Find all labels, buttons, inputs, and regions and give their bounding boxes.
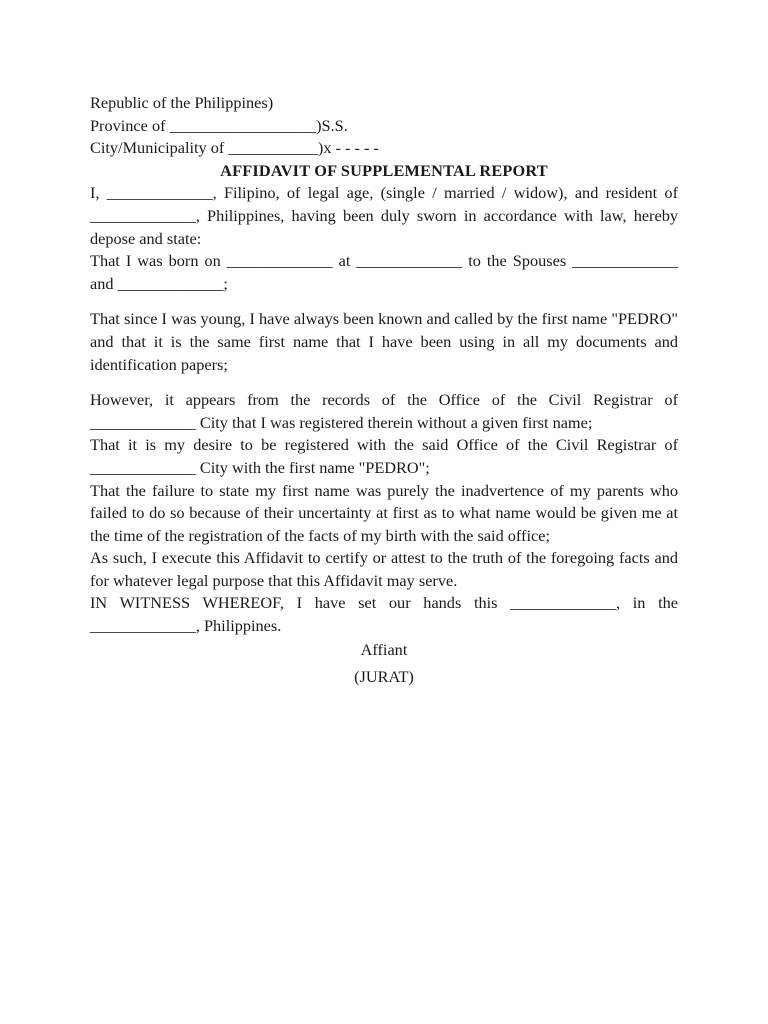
header-province: Province of __________________)S.S. — [90, 115, 348, 135]
document-title: AFFIDAVIT OF SUPPLEMENTAL REPORT — [220, 160, 548, 180]
header-republic: Republic of the Philippines) — [90, 93, 274, 112]
affiant-label: Affiant — [360, 639, 408, 659]
header-city: City/Municipality of ___________)x - - - - - — [90, 138, 379, 158]
paragraph-desire: That it is my desire to be registered with the said Office of the Civil Registrar of _____________ City with the first name "PEDRO"; — [90, 435, 678, 477]
jurat-label: (JURAT) — [354, 667, 414, 687]
paragraph-witness: IN WITNESS WHEREOF, I have set our hands this _____________, in the _____________, Philippines. — [90, 593, 678, 636]
document-page — [90, 92, 678, 689]
paragraph-known-name: That since I was young, I have always been known and called by the first name "PEDRO" and that it is the same first name that I have been using in all my documents and identification papers; — [90, 309, 678, 374]
paragraph-identity: I, _____________, Filipino, of legal age, (single / married / widow), and resident of _____________, Philippines, having been duly sworn in accordance with law, hereby depose and state: — [90, 183, 678, 248]
paragraph-execute: As such, I execute this Affidavit to certify or attest to the truth of the foregoing facts and for whatever legal purpose that this Affidavit may serve. — [90, 548, 678, 590]
paragraph-failure: That the failure to state my first name was purely the inadvertence of my parents who failed to do so because of their uncertainty at first as to what name would be given me at the time of the registration of the facts of my birth with the said office; — [90, 480, 678, 545]
paragraph-birth: That I was born on _____________ at _____________ to the Spouses _____________ and _____________; — [90, 251, 678, 293]
paragraph-registry-record: However, it appears from the records of the Office of the Civil Registrar of _____________ City that I was registered therein without a given first name; — [90, 390, 678, 432]
